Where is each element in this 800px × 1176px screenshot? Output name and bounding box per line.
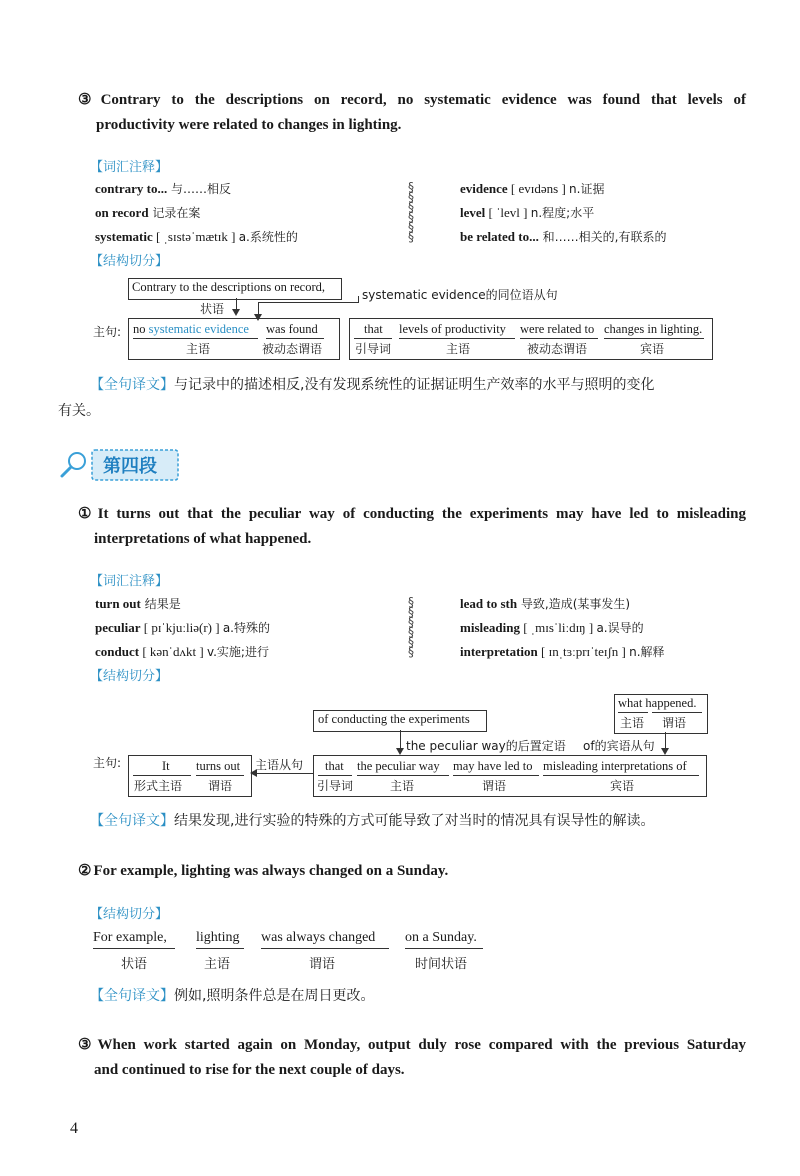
sentence-4-1 — [78, 502, 746, 552]
adverbial-label: 状语 — [200, 302, 225, 316]
label-passive-predicate: 被动态谓语 — [527, 342, 588, 356]
sentence-number: ③ — [78, 1037, 96, 1053]
vocab-item: turn out 结果是 — [95, 596, 181, 611]
label-predicate: 谓语 — [208, 779, 233, 793]
structure-tag: 【结构切分】 — [90, 254, 169, 269]
label-connector: 引导词 — [355, 342, 392, 356]
sentence-line: productivity were related to changes in lighting. — [96, 117, 402, 133]
vocab-item: interpretation [ ɪnˌtɜːprɪˈteɪʃn ] n.解释 — [460, 644, 665, 659]
object-clause-label: of的宾语从句 — [583, 739, 655, 753]
label-formal-subject: 形式主语 — [134, 779, 183, 793]
vocab-tag: 【词汇注释】 — [90, 574, 169, 589]
label-subject: 主语 — [620, 716, 645, 730]
vocab-item: be related to... 和……相关的,有联系的 — [460, 229, 667, 244]
vocab-item: systematic [ ˌsɪstəˈmætɪk ] a.系统性的 — [95, 229, 298, 244]
magnifier-icon — [58, 450, 88, 480]
label-predicate: 谓语 — [482, 779, 507, 793]
word-lighting: lighting — [196, 930, 240, 945]
label-adverbial: 状语 — [121, 957, 148, 972]
label-object: 宾语 — [640, 342, 665, 356]
label-time-adverbial: 时间状语 — [415, 957, 468, 972]
sentence-3 — [78, 88, 746, 138]
structure-tag: 【结构切分】 — [90, 669, 169, 684]
vocab-item: evidence [ evɪdəns ] n.证据 — [460, 181, 605, 196]
sentence-line: It turns out that the peculiar way of conducting the experiments may have led to misleading — [97, 506, 746, 522]
main-clause-label: 主句: — [93, 325, 122, 339]
vocab-item: level [ ˈlevl ] n.程度;水平 — [460, 205, 595, 220]
word-that: that — [325, 759, 344, 773]
label-passive-predicate: 被动态谓语 — [262, 342, 323, 356]
word-may-have: may have led to — [453, 759, 533, 773]
vocab-list-right — [460, 592, 665, 664]
sentence-number: ① — [78, 506, 96, 522]
sentence-line: interpretations of what happened. — [94, 531, 312, 547]
structure-tag: 【结构切分】 — [90, 907, 169, 922]
vocab-list-left — [95, 592, 270, 664]
section-title: 第四段 — [103, 456, 157, 477]
word-peculiar-way: the peculiar way — [357, 759, 440, 773]
word-was-found: was found — [266, 322, 318, 336]
main-clause-label: 主句: — [93, 756, 122, 770]
label-subject: 主语 — [204, 957, 231, 972]
word-turns-out: turns out — [196, 759, 241, 773]
word-what-happened: what happened. — [618, 696, 697, 710]
sentence-number: ② — [78, 863, 92, 879]
vocab-item: on record 记录在案 — [95, 205, 201, 220]
word-were-related: were related to — [520, 322, 595, 336]
sentence-4-2 — [78, 859, 448, 884]
vocab-item: misleading [ ˌmɪsˈliːdɪŋ ] a.误导的 — [460, 620, 644, 635]
wavy-divider: § § § § § § — [408, 595, 414, 659]
sentence-line: When work started again on Monday, output duly rose compared with the previous Saturday — [97, 1037, 747, 1053]
translation-3: 【全句译文】例如,照明条件总是在周日更改。 — [90, 988, 375, 1004]
word-for-example: For example — [93, 930, 164, 945]
wavy-divider: § § § § § § — [408, 180, 414, 244]
vocab-item: peculiar [ pɪˈkjuːliə(r) ] a.特殊的 — [95, 620, 270, 635]
translation-1-cont: 有关。 — [58, 403, 100, 419]
label-predicate: 谓语 — [662, 716, 687, 730]
vocab-tag: 【词汇注释】 — [90, 160, 169, 175]
sentence-line: and continued to rise for the next couple of days. — [94, 1062, 405, 1078]
arrow — [232, 309, 240, 316]
adverbial-text: Contrary to the descriptions on record, — [132, 280, 326, 294]
sentence-line: Contrary to the descriptions on record, no systematic evidence was found that levels of — [100, 92, 746, 108]
word-misleading: misleading interpretations of — [543, 759, 687, 773]
sentence-number: ③ — [78, 92, 99, 108]
vocab-item: lead to sth 导致,造成(某事发生) — [460, 596, 631, 611]
vocab-item: contrary to... 与……相反 — [95, 181, 232, 196]
attributive-label: the peculiar way的后置定语 — [406, 739, 566, 753]
label-predicate: 谓语 — [309, 957, 336, 972]
word-changes: changes in lighting. — [604, 322, 703, 336]
sentence-line: For example, lighting was always changed on a Sunday. — [93, 863, 449, 879]
vocab-item: conduct [ kənˈdʌkt ] v.实施;进行 — [95, 644, 269, 659]
word-on-a-sunday: on a Sunday — [405, 930, 474, 945]
subject-clause-label: 主语从句 — [255, 758, 304, 772]
word-levels: levels of productivity — [399, 322, 506, 336]
vocab-list-right — [460, 177, 666, 249]
sentence-4-3 — [78, 1033, 746, 1083]
page-number: 4 — [70, 1120, 78, 1137]
arrow — [661, 748, 669, 755]
arrow — [396, 748, 404, 755]
word-no: no — [133, 322, 149, 336]
word-it: It — [162, 759, 170, 773]
word-systematic-evidence: systematic evidence — [148, 322, 249, 336]
vocab-list-left — [95, 177, 298, 249]
translation-2: 【全句译文】结果发现,进行实验的特殊的方式可能导致了对当时的情况具有误导性的解读。 — [90, 813, 655, 829]
translation-1: 【全句译文】与记录中的描述相反,没有发现系统性的证据证明生产效率的水平与照明的变化 — [90, 377, 655, 393]
arrow — [250, 769, 257, 777]
label-object: 宾语 — [610, 779, 635, 793]
word-that: that — [364, 322, 383, 336]
word-was-always-changed: was always changed — [261, 930, 376, 945]
word-conducting: of conducting the experiments — [318, 712, 470, 726]
label-subject: 主语 — [390, 779, 415, 793]
label-subject: 主语 — [446, 342, 471, 356]
appositive-label: systematic evidence的同位语从句 — [362, 288, 558, 302]
label-subject: 主语 — [186, 342, 211, 356]
label-connector: 引导词 — [317, 779, 354, 793]
